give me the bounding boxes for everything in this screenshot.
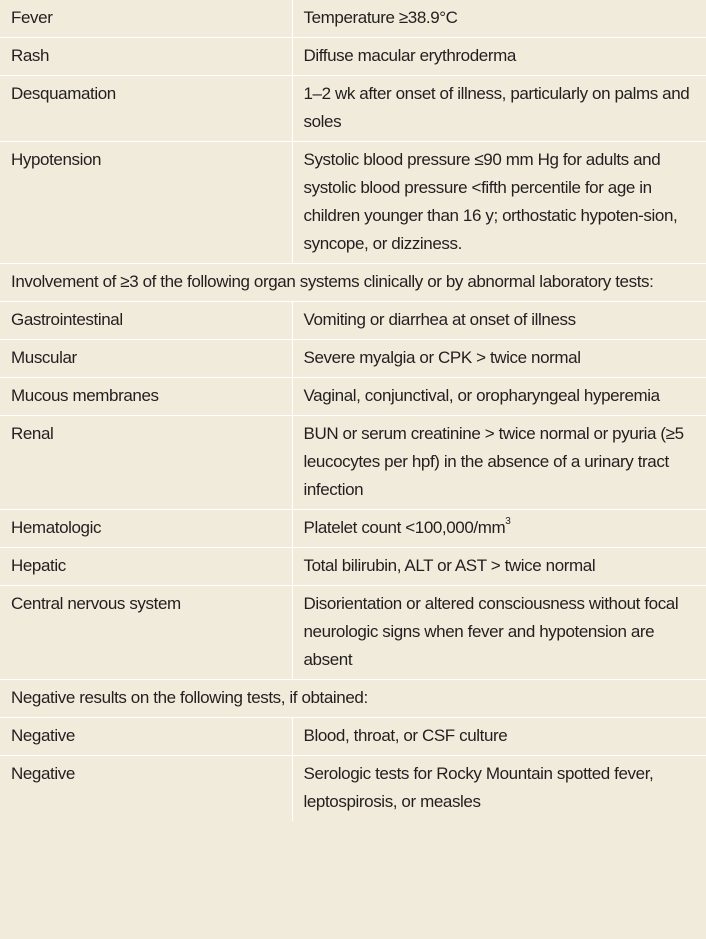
table-row [0, 142, 706, 264]
criterion-value-text: Disorientation or altered consciousness without focal neurologic signs when fever and hypotension are absent [303, 594, 679, 669]
criterion-label: Hepatic [0, 548, 292, 586]
criterion-value-text: Serologic tests for Rocky Mountain spotted fever, leptospirosis, or measles [303, 764, 654, 811]
criterion-value [292, 302, 706, 340]
criterion-label: Central nervous system [0, 586, 292, 680]
criterion-value [292, 586, 706, 680]
criterion-label: Fever [11, 8, 53, 27]
section-header-row [0, 680, 706, 718]
criterion-value [292, 756, 706, 822]
criterion-label: Desquamation [0, 76, 292, 142]
criterion-value [292, 142, 706, 264]
criterion-label: Renal [0, 416, 292, 510]
criterion-value [292, 416, 706, 510]
criterion-value [292, 0, 706, 38]
criterion-label: Muscular [0, 340, 292, 378]
criterion-value-text: Systolic blood pressure ≤90 mm Hg for adults and systolic blood pressure <fifth percentile for age in children younger than 16 y; orthostatic hypoten-sion, syncope, or dizziness. [303, 150, 678, 253]
superscript: 3 [505, 516, 511, 528]
criterion-value-text: Platelet count <100,000/mm [303, 518, 506, 537]
criterion-label: Rash [0, 38, 292, 76]
criterion-label: Gastrointestinal [0, 302, 292, 340]
criterion-value [292, 510, 706, 548]
criterion-value-text: BUN or serum creatinine > twice normal or pyuria (≥5 leucocytes per hpf) in the absence of a urinary tract infection [303, 424, 684, 499]
table-row [0, 548, 706, 586]
criterion-value-text: Diffuse macular erythroderma [303, 46, 516, 65]
table-row [0, 0, 706, 38]
criterion-label: Hematologic [0, 510, 292, 548]
table-row [0, 586, 706, 680]
criterion-label: Hypotension [0, 142, 292, 264]
section-header: Involvement of ≥3 of the following organ systems clinically or by abnormal laboratory tests: [0, 264, 706, 302]
criterion-label: Negative [0, 718, 292, 756]
criterion-value-text: Severe myalgia or CPK > twice normal [303, 348, 581, 367]
criterion-label: Negative [0, 756, 292, 822]
criterion-value [292, 548, 706, 586]
criterion-value [292, 378, 706, 416]
table-row [0, 76, 706, 142]
criterion-value-text: Vaginal, conjunctival, or oropharyngeal hyperemia [303, 386, 660, 405]
criterion-label: Mucous membranes [0, 378, 292, 416]
criterion-value-text: 1–2 wk after onset of illness, particularly on palms and soles [303, 84, 690, 131]
table-row [0, 302, 706, 340]
section-header: Negative results on the following tests, if obtained: [0, 680, 706, 718]
criterion-value [292, 76, 706, 142]
criterion-value [292, 718, 706, 756]
table-row [0, 378, 706, 416]
criterion-value-text: Temperature ≥38.9°C [303, 8, 458, 27]
table-row [0, 340, 706, 378]
section-header-row [0, 264, 706, 302]
criterion-value [292, 340, 706, 378]
table-row [0, 756, 706, 822]
table-row [0, 416, 706, 510]
criterion-value-text: Blood, throat, or CSF culture [303, 726, 508, 745]
table-row [0, 718, 706, 756]
criterion-value-text: Vomiting or diarrhea at onset of illness [303, 310, 576, 329]
table-row [0, 510, 706, 548]
criterion-value [292, 38, 706, 76]
criterion-value-text: Total bilirubin, ALT or AST > twice normal [303, 556, 596, 575]
table-row [0, 38, 706, 76]
